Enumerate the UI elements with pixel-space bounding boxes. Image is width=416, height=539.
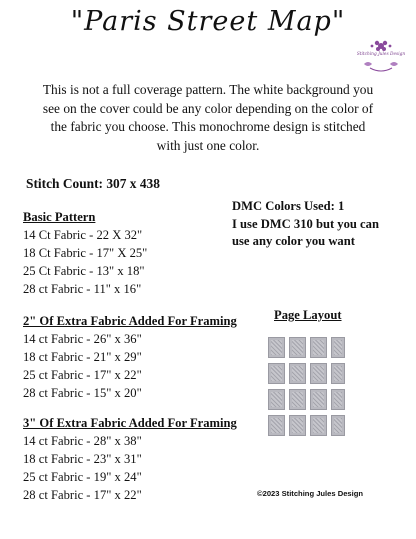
dmc-line: I use DMC 310 but you can xyxy=(232,216,379,231)
size-row: 28 ct Fabric - 15" x 20" xyxy=(23,386,142,400)
page-thumbnail xyxy=(331,363,345,384)
page-thumbnail xyxy=(310,337,327,358)
size-row: 14 ct Fabric - 28" x 38" xyxy=(23,434,142,448)
page-thumbnail xyxy=(310,363,327,384)
size-row: 28 ct Fabric - 11" x 16" xyxy=(23,282,142,296)
basic-pattern-section xyxy=(23,208,147,298)
page-thumbnail xyxy=(289,415,306,436)
logo-text: Stitching Jules Design xyxy=(356,52,406,57)
page-thumbnail xyxy=(331,389,345,410)
page-thumbnail xyxy=(268,389,285,410)
size-row: 25 ct Fabric - 19" x 24" xyxy=(23,470,142,484)
dmc-line: DMC Colors Used: 1 xyxy=(232,199,345,213)
page-thumbnail xyxy=(331,337,345,358)
page-thumbnail xyxy=(289,389,306,410)
size-row: 25 Ct Fabric - 13" x 18" xyxy=(23,264,145,278)
size-row: 14 ct Fabric - 26" x 36" xyxy=(23,332,142,346)
stitch-count: Stitch Count: 307 x 438 xyxy=(26,176,160,191)
page-thumbnail xyxy=(268,337,285,358)
page-layout-grid xyxy=(268,337,352,441)
intro-paragraph: This is not a full coverage pattern. The white background you see on the cover could be any color depending on the color of the fabric you choose. This monochrome design is stitched with just one color. xyxy=(42,82,374,153)
page-thumbnail xyxy=(310,389,327,410)
page-thumbnail xyxy=(289,363,306,384)
page-thumbnail xyxy=(268,415,285,436)
page-title: "Paris Street Map" xyxy=(70,6,346,37)
section-heading: Basic Pattern xyxy=(23,210,96,224)
page-thumbnail xyxy=(289,337,306,358)
page-layout-label: Page Layout xyxy=(274,308,342,322)
two-inch-framing-section xyxy=(23,312,237,402)
size-row: 14 Ct Fabric - 22 X 32" xyxy=(23,228,143,242)
section-heading: 3" Of Extra Fabric Added For Framing xyxy=(23,416,237,430)
size-row: 18 Ct Fabric - 17" X 25" xyxy=(23,246,148,260)
size-row: 25 ct Fabric - 17" x 22" xyxy=(23,368,142,382)
copyright-notice: ©2023 Stitching Jules Design xyxy=(257,489,364,498)
size-row: 18 ct Fabric - 23" x 31" xyxy=(23,452,142,466)
size-row: 18 ct Fabric - 21" x 29" xyxy=(23,350,142,364)
three-inch-framing-section xyxy=(23,414,237,504)
dmc-line: use any color you want xyxy=(232,234,355,249)
page-thumbnail xyxy=(310,415,327,436)
brand-logo xyxy=(356,38,406,74)
dmc-colors xyxy=(232,198,412,251)
section-heading: 2" Of Extra Fabric Added For Framing xyxy=(23,314,237,328)
page-thumbnail xyxy=(268,363,285,384)
page-thumbnail xyxy=(331,415,345,436)
size-row: 28 ct Fabric - 17" x 22" xyxy=(23,488,142,502)
